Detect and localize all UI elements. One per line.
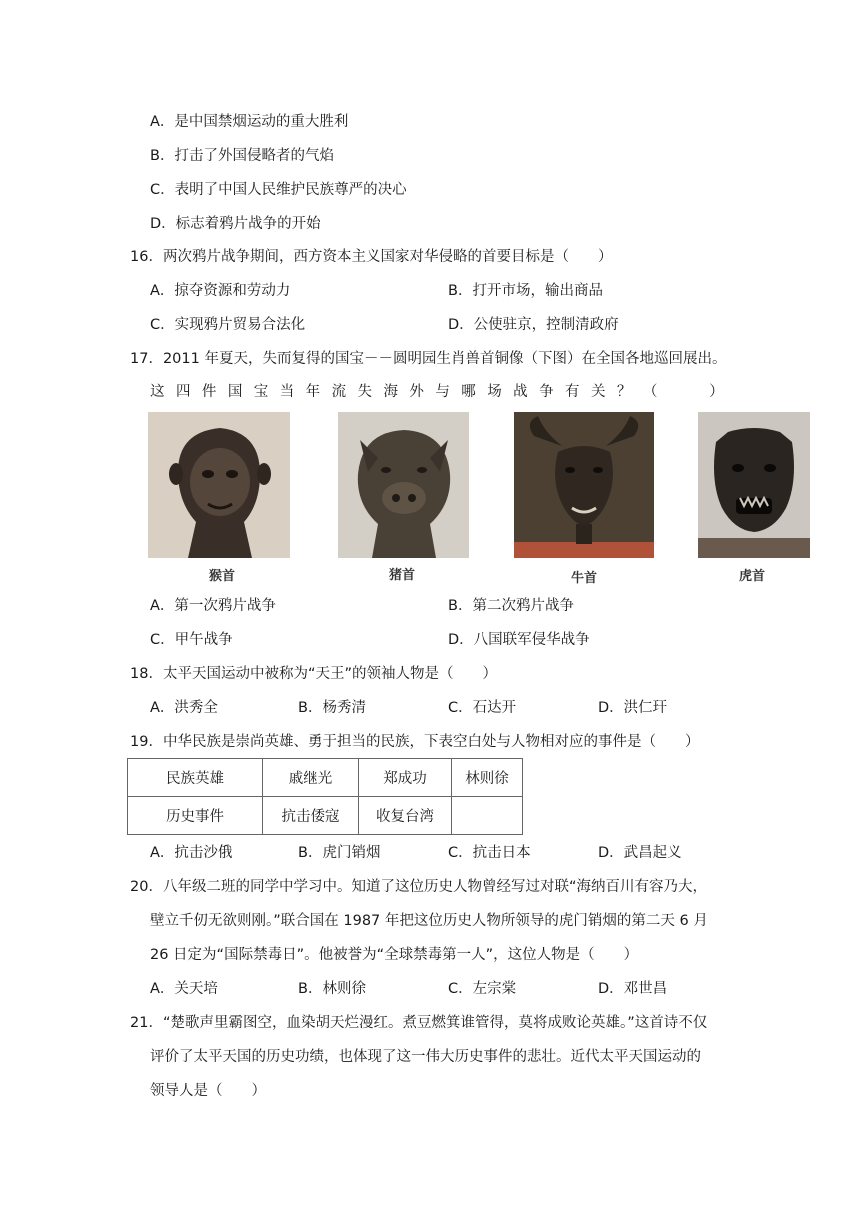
q17-stem-char: 外 [409,384,424,400]
q20-stem-line1: 20．八年级二班的同学中学习中。知道了这位历史人物曾经写过对联“海纳百川有容乃大， [130,879,707,895]
q17-stem-char: 四 [175,384,191,400]
q15-option-b: B．打击了外国侵略者的气焰 [150,148,334,164]
q17-stem-char: 哪 [461,384,476,400]
q15-option-a: A．是中国禁烟运动的重大胜利 [150,114,349,130]
q17-stem-char: 件 [201,384,217,400]
q17-option-d: D．八国联军侵华战争 [448,632,590,648]
table-cell: 郑成功 [359,759,452,797]
ox-head-caption: 牛首 [570,571,597,586]
q17-stem-char: 失 [357,384,372,400]
q19-stem: 19．中华民族是崇尚英雄、勇于担当的民族，下表空白处与人物相对应的事件是（ ） [130,734,700,750]
q17-stem-char: 场 [487,384,502,400]
q18-option-d: D．洪仁玕 [598,700,668,716]
q17-stem-char: 这 [150,384,165,400]
q19-table [127,758,523,835]
q18-option-a: A．洪秀全 [150,700,218,716]
q19-option-c: C．抗击日本 [448,845,531,861]
q18-stem: 18．太平天国运动中被称为“天王”的领袖人物是（ ） [130,666,497,682]
q16-option-d: D．公使驻京，控制清政府 [448,317,619,333]
q21-stem-line2: 评价了太平天国的历史功绩，也体现了这一伟大历史事件的悲壮。近代太平天国运动的 [150,1049,701,1065]
q17-stem-char: 宝 [253,384,269,400]
q17-stem-char: 有 [565,384,580,400]
table-cell-blank [452,797,523,835]
q17-stem-char: （ [642,384,658,400]
ox-head-photo [514,412,654,558]
q17-stem-char: 关 [590,384,606,400]
tiger-head-caption: 虎首 [738,569,765,584]
q20-option-a: A．关天培 [150,981,218,997]
table-cell: 历史事件 [128,797,263,835]
q17-stem-char: 年 [305,384,321,400]
q17-stem-char: ） [709,384,724,400]
monkey-head-photo [148,412,290,558]
table-row [128,759,523,797]
q17-stem-line1: 17．2011 年夏天，失而复得的国宝－－圆明园生肖兽首铜像（下图）在全国各地巡回展出。 [130,351,727,367]
q17-option-b: B．第二次鸦片战争 [448,598,574,614]
q17-stem-char: 争 [539,384,554,400]
q18-option-c: C．石达开 [448,700,517,716]
table-cell: 抗击倭寇 [263,797,359,835]
monkey-head-caption: 猴首 [208,569,235,584]
pig-head-caption: 猪首 [388,568,415,583]
table-cell: 戚继光 [263,759,359,797]
q17-stem-char: 流 [331,384,347,400]
q17-option-a: A．第一次鸦片战争 [150,598,276,614]
q20-option-d: D．邓世昌 [598,981,668,997]
q19-option-d: D．武昌起义 [598,845,682,861]
q21-stem-line3: 领导人是（ ） [150,1083,266,1099]
q20-stem-line3: 26 日定为“国际禁毒日”。他被誉为“全球禁毒第一人”，这位人物是（ ） [150,947,639,963]
q17-stem-char: ？ [616,384,632,400]
table-cell: 收复台湾 [359,797,452,835]
q17-stem-char [669,382,698,402]
pig-head-photo [338,412,469,558]
q20-stem-line2: 壁立千仞无欲则刚。”联合国在 1987 年把这位历史人物所领导的虎门销烟的第二天 6 月 [150,913,708,929]
tiger-head-photo [698,412,810,558]
q17-stem-char: 战 [513,384,528,400]
q19-option-b: B．虎门销烟 [298,845,381,861]
q17-option-c: C．甲午战争 [150,632,233,648]
q20-option-c: C．左宗棠 [448,981,517,997]
table-cell: 民族英雄 [128,759,263,797]
q17-stem-line2 [150,382,724,402]
q16-option-a: A．掠夺资源和劳动力 [150,283,291,299]
q15-option-d: D．标志着鸦片战争的开始 [150,216,321,232]
q21-stem-line1: 21．“楚歌声里霸图空，血染胡天烂漫红。煮豆燃箕谁管得，莫将成败论英雄。”这首诗不仅 [130,1015,708,1031]
q17-stem-char: 当 [279,384,295,400]
q17-stem-char: 海 [383,384,398,400]
table-cell: 林则徐 [452,759,523,797]
q18-option-b: B．杨秀清 [298,700,366,716]
q16-option-c: C．实现鸦片贸易合法化 [150,317,306,333]
q15-option-c: C．表明了中国人民维护民族尊严的决心 [150,182,407,198]
table-row [128,797,523,835]
q17-stem-char: 与 [435,384,450,400]
q16-option-b: B．打开市场，输出商品 [448,283,603,299]
q19-option-a: A．抗击沙俄 [150,845,233,861]
q17-stem-char: 国 [227,384,243,400]
q16-stem: 16．两次鸦片战争期间，西方资本主义国家对华侵略的首要目标是（ ） [130,249,613,265]
q20-option-b: B．林则徐 [298,981,366,997]
